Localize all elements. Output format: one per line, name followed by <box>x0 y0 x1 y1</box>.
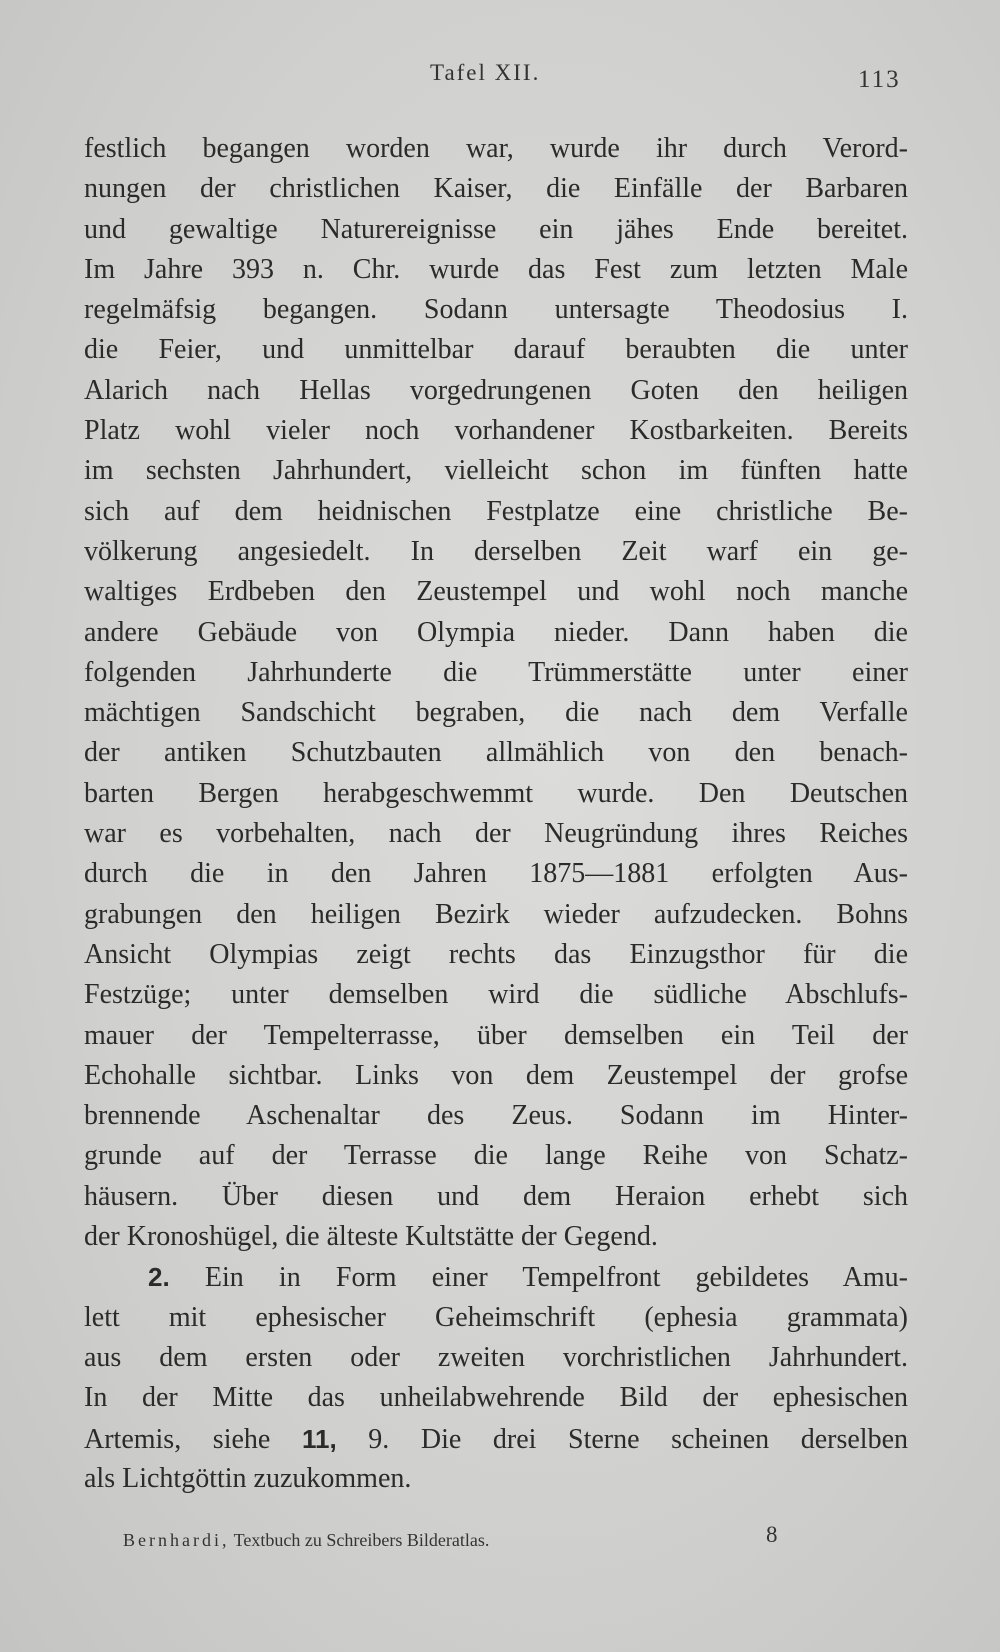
text-line: der antiken Schutzbauten allmählich von den benach- <box>84 737 908 769</box>
text-line: mächtigen Sandschicht begraben, die nach dem Verfalle <box>84 697 908 729</box>
text-line: lett mit ephesischer Geheimschrift (ephesia grammata) <box>84 1301 908 1333</box>
item-2-first-line <box>84 1257 908 1297</box>
text-line: regelmäfsig begangen. Sodann untersagte Theodosius I. <box>84 294 908 326</box>
text-line: durch die in den Jahren 1875—1881 erfolgten Aus- <box>84 858 908 890</box>
running-head <box>0 60 1000 96</box>
item-2-number: 2. <box>148 1262 170 1293</box>
text-line: völkerung angesiedelt. In derselben Zeit warf ein ge- <box>84 535 908 567</box>
text-line: nungen der christlichen Kaiser, die Einfälle der Barbaren <box>84 173 908 205</box>
text-line: brennende Aschenaltar des Zeus. Sodann im Hinter- <box>84 1100 908 1132</box>
reference-line-after: 9. Die drei Sterne scheinen derselben <box>336 1423 909 1455</box>
page-footer <box>0 1522 1000 1558</box>
footer-book-title: Textbuch zu Schreibers Bilderatlas. <box>233 1530 490 1550</box>
plate-title: Tafel XII. <box>430 60 541 85</box>
text-line: Alarich nach Hellas vorgedrungenen Goten den heiligen <box>84 374 908 406</box>
text-line: als Lichtgöttin zuzukommen. <box>84 1462 412 1494</box>
text-line: Im Jahre 393 n. Chr. wurde das Fest zum letzten Male <box>84 253 908 285</box>
page-number: 113 <box>858 66 901 93</box>
text-line: der Kronoshügel, die älteste Kultstätte der Gegend. <box>84 1221 658 1253</box>
plate-reference: 11, <box>301 1423 337 1454</box>
text-line: festlich begangen worden war, wurde ihr durch Verord- <box>84 133 908 164</box>
text-line: Platz wohl vieler noch vorhandener Kostbarkeiten. Bereits <box>84 415 908 447</box>
text-line: war es vorbehalten, nach der Neugründung ihres Reiches <box>84 818 908 850</box>
text-line: grunde auf der Terrasse die lange Reihe von Schatz- <box>84 1140 908 1172</box>
reference-line-before: Artemis, siehe <box>84 1423 271 1455</box>
footer-citation <box>123 1530 489 1551</box>
reference-line <box>84 1419 908 1459</box>
text-line: barten Bergen herabgeschwemmt wurde. Den Deutschen <box>84 777 908 809</box>
text-line: die Feier, und unmittelbar darauf beraubten die unter <box>84 334 908 366</box>
text-line: im sechsten Jahrhundert, vielleicht schon im fünften hatte <box>84 455 908 487</box>
signature-mark: 8 <box>766 1522 778 1547</box>
text-line: In der Mitte das unheilabwehrende Bild der ephesischen <box>84 1382 908 1414</box>
text-line: und gewaltige Naturereignisse ein jähes Ende bereitet. <box>84 213 908 245</box>
text-line: waltiges Erdbeben den Zeustempel und wohl noch manche <box>84 576 908 608</box>
text-line: häusern. Über diesen und dem Heraion erhebt sich <box>84 1180 908 1212</box>
text-line: Ansicht Olympias zeigt rechts das Einzugsthor für die <box>84 938 908 970</box>
text-line: mauer der Tempelterrasse, über demselben ein Teil der <box>84 1019 908 1051</box>
text-line: folgenden Jahrhunderte die Trümmerstätte unter einer <box>84 656 908 688</box>
text-line: Festzüge; unter demselben wird die südliche Abschlufs- <box>84 979 908 1011</box>
text-line: aus dem ersten oder zweiten vorchristlichen Jahrhundert. <box>84 1341 908 1373</box>
text-line: sich auf dem heidnischen Festplatze eine christliche Be- <box>84 495 908 527</box>
footer-author: Bernhardi, <box>123 1530 230 1550</box>
text-line: Echohalle sichtbar. Links von dem Zeustempel der grofse <box>84 1059 908 1091</box>
body-text <box>84 129 908 1499</box>
text-line: grabungen den heiligen Bezirk wieder aufzudecken. Bohns <box>84 898 908 930</box>
text-line: andere Gebäude von Olympia nieder. Dann haben die <box>84 616 908 648</box>
item-2-first-line-text: Ein in Form einer Tempelfront gebildetes Amu- <box>204 1262 909 1294</box>
